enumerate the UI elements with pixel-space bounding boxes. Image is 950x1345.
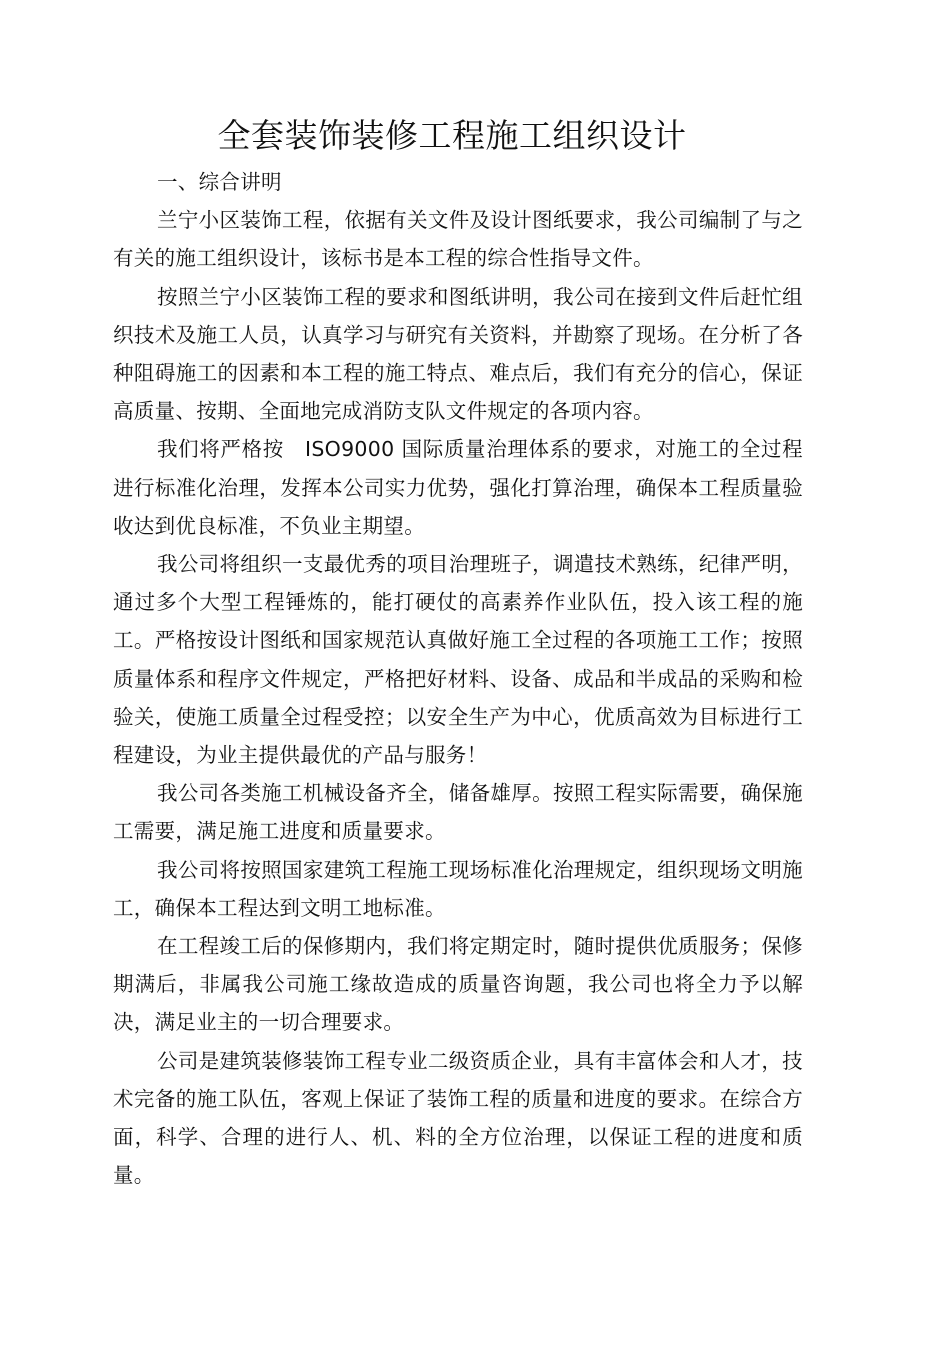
paragraph-3: 我们将严格按 ISO9000 国际质量治理体系的要求，对施工的全过程进行标准化治理，发挥本公司实力优势，强化打算治理，确保本工程质量验收达到优良标准，不负业主期望。: [113, 437, 803, 538]
section-heading: 一、综合讲明: [157, 170, 282, 194]
paragraph-8: 公司是建筑装修装饰工程专业二级资质企业，具有丰富体会和人才，技术完备的施工队伍，客观上保证了装饰工程的质量和进度的要求。在综合方面，科学、合理的进行人、机、料的全方位治理，以保证工程的进度和质量。: [113, 1048, 803, 1188]
document-title: 全套装饰装修工程施工组织设计: [217, 116, 687, 155]
paragraph-5: 我公司各类施工机械设备齐全，储备雄厚。按照工程实际需要，确保施工需要，满足施工进度和质量要求。: [113, 781, 803, 844]
paragraph-6: 我公司将按照国家建筑工程施工现场标准化治理规定，组织现场文明施工，确保本工程达到文明工地标准。: [113, 857, 803, 920]
paragraph-4: 我公司将组织一支最优秀的项目治理班子，调遣技术熟练，纪律严明，通过多个大型工程锤炼的，能打硬仗的高素养作业队伍，投入该工程的施工。严格按设计图纸和国家规范认真做好施工全过程的各项施工工作；按照质量体系和程序文件规定，严格把好材料、设备、成品和半成品的采购和检验关，使施工质量全过程受控；以安全生产为中心，优质高效为目标进行工程建设，为业主提供最优的产品与服务！: [113, 552, 803, 768]
paragraph-7: 在工程竣工后的保修期内，我们将定期定时，随时提供优质服务；保修期满后，非属我公司施工缘故造成的质量咨询题，我公司也将全力予以解决，满足业主的一切合理要求。: [113, 934, 803, 1035]
paragraph-2: 按照兰宁小区装饰工程的要求和图纸讲明，我公司在接到文件后赶忙组织技术及施工人员，认真学习与研究有关资料，并勘察了现场。在分析了各种阻碍施工的因素和本工程的施工特点、难点后，我们有充分的信心，保证高质量、按期、全面地完成消防支队文件规定的各项内容。: [113, 284, 803, 424]
document-body: [113, 163, 803, 1194]
paragraph-1: 兰宁小区装饰工程，依据有关文件及设计图纸要求，我公司编制了与之有关的施工组织设计，该标书是本工程的综合性指导文件。: [113, 208, 803, 271]
